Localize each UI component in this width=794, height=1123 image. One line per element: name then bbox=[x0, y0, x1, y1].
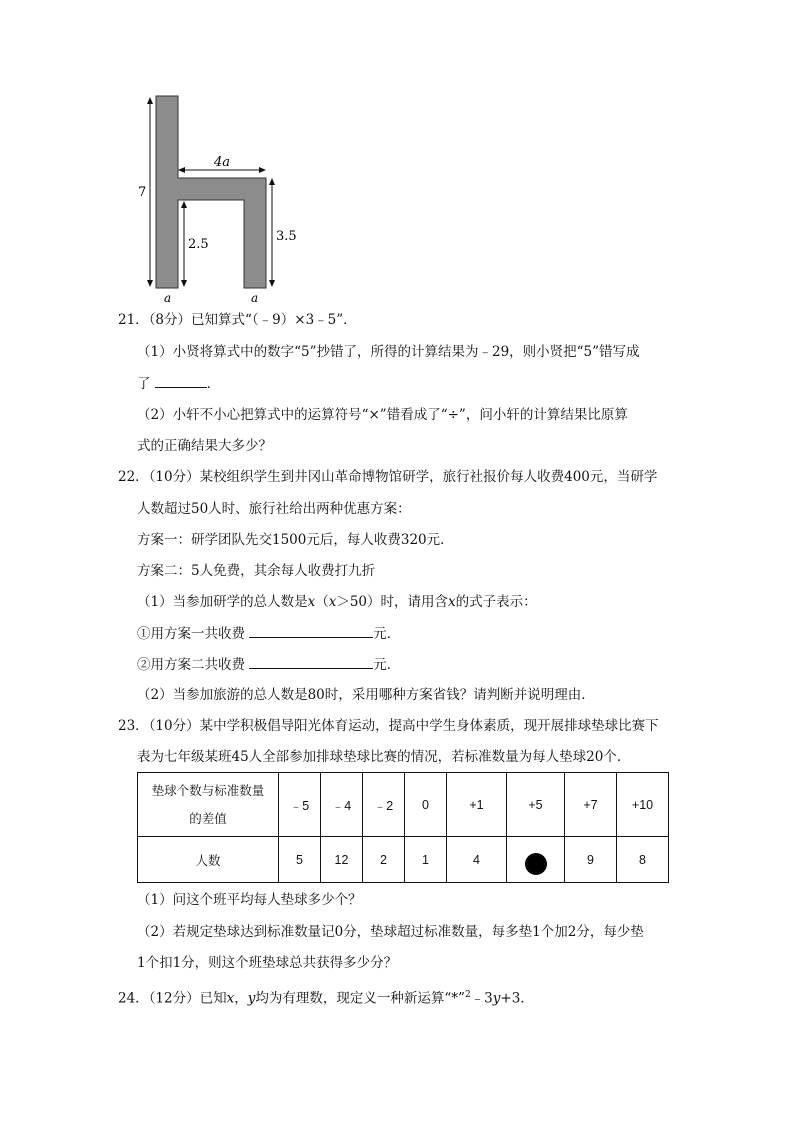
q22-plan2: 方案二：5人免费，其余每人收费打九折 bbox=[137, 563, 376, 579]
arrow-down-icon bbox=[269, 280, 275, 287]
q24-number: 24． bbox=[118, 990, 149, 1007]
table-cell bbox=[507, 837, 565, 883]
table-cell: ﹣5 bbox=[279, 773, 321, 837]
q22-stem bbox=[118, 467, 657, 487]
label-right-leg: a bbox=[251, 291, 259, 305]
table-row bbox=[138, 773, 669, 837]
table-cell: 12 bbox=[321, 837, 363, 883]
q21-part1-end: ． bbox=[206, 376, 221, 392]
q21-part2-line1: （2）小轩不小心把算式中的运算符号“×”错看成了“÷”，问小轩的计算结果比原算 bbox=[137, 407, 628, 423]
q22-item1-text: ①用方案一共收费 bbox=[137, 626, 245, 642]
arrow-down-icon bbox=[147, 280, 153, 287]
q21-part2-line2: 式的正确结果大多少？ bbox=[137, 438, 272, 454]
q21-part1-line1: （1）小贤将算式中的数字“5”抄错了，所得的计算结果为﹣29，则小贤把“5”错写成 bbox=[137, 344, 640, 360]
q22-part1-pre: （1）当参加研学的总人数是 bbox=[137, 594, 308, 610]
table-cell: ﹣2 bbox=[363, 773, 405, 837]
q22-item2-unit: 元． bbox=[373, 657, 401, 673]
table-cell: +5 bbox=[507, 773, 565, 837]
q22-part1 bbox=[137, 592, 537, 612]
arrow-right-icon bbox=[259, 167, 266, 173]
label-left-leg: a bbox=[164, 291, 172, 305]
q21-part1-line2 bbox=[137, 373, 220, 394]
var-y: y bbox=[247, 990, 256, 1007]
h-shape-figure bbox=[120, 88, 310, 310]
q22-plan1: 方案一：研学团队先交1500元后，每人收费320元． bbox=[137, 532, 454, 548]
q23-part2-line2: 1个扣1分，则这个班垫球总共获得多少分？ bbox=[137, 955, 398, 971]
q23-stem-line2: 表为七年级某班45人全部参加排球垫球比赛的情况，若标准数量为每人垫球20个． bbox=[137, 749, 631, 765]
q24-stem-c: ﹣3 bbox=[470, 990, 493, 1007]
label-height: 7 bbox=[138, 185, 147, 200]
q21-stem bbox=[118, 310, 357, 330]
table-cell: 1 bbox=[405, 837, 447, 883]
answer-blank[interactable] bbox=[155, 373, 207, 388]
var-x: x bbox=[328, 594, 337, 610]
q22-stem-text: （10分）某校组织学生到井冈山革命博物馆研学，旅行社报价每人收费400元，当研学 bbox=[148, 469, 658, 485]
q22-item1 bbox=[137, 623, 400, 644]
arrow-down-icon bbox=[181, 280, 187, 287]
arrow-up-icon bbox=[147, 97, 153, 104]
var-x: x bbox=[226, 990, 235, 1007]
q24-superscript: 2 bbox=[464, 990, 471, 1000]
label-right-height: 3.5 bbox=[276, 229, 297, 244]
q23-part2-line1: （2）若规定垫球达到标准数量记0分，垫球超过标准数量，每多垫1个加2分，每少垫 bbox=[137, 924, 644, 940]
q24-stem-d: +3． bbox=[500, 990, 534, 1007]
q21-stem-text: （8分）已知算式“（﹣9）×3﹣5”． bbox=[148, 312, 357, 328]
var-y: y bbox=[492, 990, 501, 1007]
q21-number: 21． bbox=[118, 312, 149, 328]
table-cell: +7 bbox=[565, 773, 617, 837]
q24-stem-a: （12分）已知 bbox=[148, 990, 227, 1007]
q21-part1-prefix: 了 bbox=[137, 376, 151, 392]
table-cell: +1 bbox=[447, 773, 507, 837]
q22-part1-post: 的式子表示： bbox=[455, 594, 537, 610]
q23-number: 23． bbox=[118, 718, 149, 734]
table-cell: 2 bbox=[363, 837, 405, 883]
q23-part1: （1）问这个班平均每人垫球多少个？ bbox=[137, 892, 362, 908]
var-x: x bbox=[448, 594, 456, 610]
table-cell: 4 bbox=[447, 837, 507, 883]
q22-part1-mid: （ bbox=[315, 594, 329, 610]
label-top-width: 4a bbox=[214, 155, 231, 170]
table-cell: 5 bbox=[279, 837, 321, 883]
q23-stem-text: （10分）某中学积极倡导阳光体育运动，提高中学生身体素质，现开展排球垫球比赛下 bbox=[148, 718, 659, 734]
q24-stem-b: 均为有理数，现定义一种新运算“*” bbox=[255, 990, 465, 1007]
table-cell: 9 bbox=[565, 837, 617, 883]
answer-blank[interactable] bbox=[249, 623, 373, 638]
arrow-left-icon bbox=[178, 167, 185, 173]
q22-item1-unit: 元． bbox=[373, 626, 401, 642]
q22-part1-cond: ＞50）时，请用含 bbox=[336, 594, 449, 610]
table-header-cell: 人数 bbox=[138, 837, 279, 883]
table-cell: +10 bbox=[617, 773, 669, 837]
table-cell: 8 bbox=[617, 837, 669, 883]
q22-item2 bbox=[137, 654, 400, 675]
q22-number: 22． bbox=[118, 469, 149, 485]
q22-item2-text: ②用方案二共收费 bbox=[137, 657, 245, 673]
q22-part2: （2）当参加旅游的总人数是80时，采用哪种方案省钱？请判断并说明理由． bbox=[137, 687, 595, 703]
q23-stem bbox=[118, 716, 659, 736]
table-cell: 0 bbox=[405, 773, 447, 837]
q24-stem bbox=[118, 985, 534, 1009]
arrow-up-icon bbox=[181, 201, 187, 208]
answer-blank[interactable] bbox=[249, 654, 373, 669]
h-shape-region bbox=[156, 96, 266, 288]
q22-stem-line2: 人数超过50人时、旅行社给出两种优惠方案： bbox=[137, 501, 411, 517]
ink-blot-circle bbox=[525, 853, 547, 875]
score-table bbox=[137, 772, 669, 883]
table-header-cell: 垫球个数与标准数量 的差值 bbox=[138, 773, 279, 837]
table-row bbox=[138, 837, 669, 883]
arrow-up-icon bbox=[269, 178, 275, 185]
q24-comma: ， bbox=[234, 990, 248, 1007]
label-inner-height: 2.5 bbox=[188, 237, 209, 252]
table-cell: ﹣4 bbox=[321, 773, 363, 837]
var-x: x bbox=[307, 594, 316, 610]
